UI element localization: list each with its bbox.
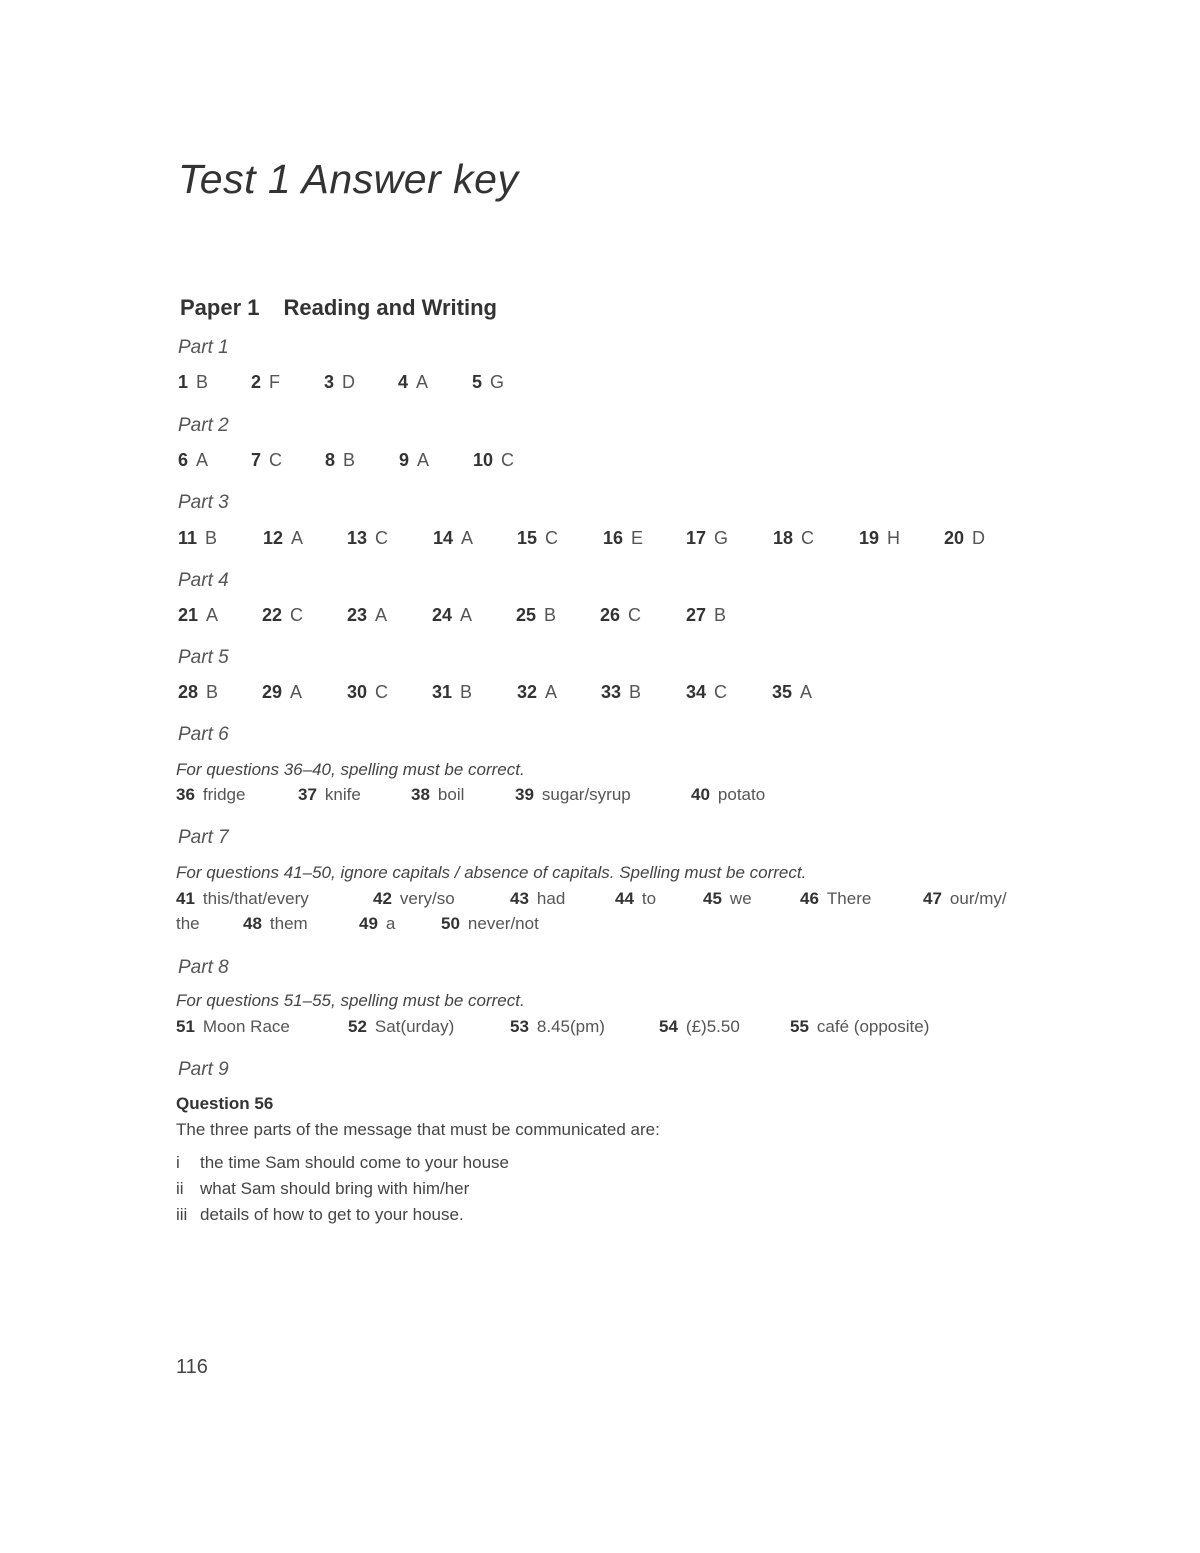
answer-item: 5 G bbox=[472, 372, 505, 392]
answer-item: 15 C bbox=[517, 528, 559, 548]
answer-item: 51 Moon Race bbox=[176, 1017, 290, 1036]
answer-item: 6 A bbox=[178, 450, 209, 470]
answer-item: 19 H bbox=[859, 528, 901, 548]
answer-item: 42 very/so bbox=[373, 889, 455, 908]
part-label: Part 6 bbox=[178, 724, 229, 745]
answer-item: 46 There bbox=[800, 889, 872, 908]
answer-item: 32 A bbox=[517, 682, 558, 702]
answer-item: 1 B bbox=[178, 372, 209, 392]
answer-item: 11 B bbox=[178, 528, 218, 548]
answer-item: 17 G bbox=[686, 528, 729, 548]
answer-item: 43 had bbox=[510, 889, 566, 908]
part-label: Part 2 bbox=[178, 415, 229, 436]
answer-item: 49 a bbox=[359, 914, 396, 933]
page-number: 116 bbox=[176, 1356, 208, 1378]
answer-item: 29 A bbox=[262, 682, 303, 702]
answer-item: 3 D bbox=[324, 372, 356, 392]
part-label: Part 7 bbox=[178, 827, 229, 848]
answer-item: 41 this/that/every bbox=[176, 889, 309, 908]
answer-item: 48 them bbox=[243, 914, 308, 933]
question-heading: Question 56 bbox=[176, 1094, 274, 1113]
part-label: Part 5 bbox=[178, 647, 229, 668]
answer-item: 40 potato bbox=[691, 785, 766, 804]
answer-item: 53 8.45(pm) bbox=[510, 1017, 605, 1036]
answer-item: 26 C bbox=[600, 605, 642, 625]
answer-item: 13 C bbox=[347, 528, 389, 548]
answer-item: 9 A bbox=[399, 450, 430, 470]
paper-heading bbox=[180, 295, 497, 321]
answer-item: 34 C bbox=[686, 682, 728, 702]
answer-item: 20 D bbox=[944, 528, 986, 548]
list-item: i the time Sam should come to your house bbox=[176, 1153, 509, 1172]
list-item: iii details of how to get to your house. bbox=[176, 1205, 464, 1224]
answer-item: 24 A bbox=[432, 605, 473, 625]
answer-item: 18 C bbox=[773, 528, 815, 548]
answer-item: 44 to bbox=[615, 889, 657, 908]
answer-item: 50 never/not bbox=[441, 914, 539, 933]
answer-item: 35 A bbox=[772, 682, 813, 702]
part-label: Part 8 bbox=[178, 957, 229, 978]
answer-item: 38 boil bbox=[411, 785, 465, 804]
answer-continuation: the bbox=[176, 914, 200, 933]
answer-item: 36 fridge bbox=[176, 785, 246, 804]
answer-item: 23 A bbox=[347, 605, 388, 625]
answer-item: 54 (£)5.50 bbox=[659, 1017, 740, 1036]
answer-item: 25 B bbox=[516, 605, 557, 625]
answer-item: 33 B bbox=[601, 682, 642, 702]
answer-item: 28 B bbox=[178, 682, 219, 702]
answer-item: 47 our/my/ bbox=[923, 889, 1007, 908]
answer-item: 7 C bbox=[251, 450, 283, 470]
answer-item: 14 A bbox=[433, 528, 474, 548]
part-note: For questions 41–50, ignore capitals / absence of capitals. Spelling must be correct. bbox=[176, 863, 807, 882]
answer-item: 52 Sat(urday) bbox=[348, 1017, 455, 1036]
answer-item: 39 sugar/syrup bbox=[515, 785, 631, 804]
answer-item: 45 we bbox=[703, 889, 752, 908]
answer-item: 12 A bbox=[263, 528, 304, 548]
answer-item: 8 B bbox=[325, 450, 356, 470]
answer-item: 37 knife bbox=[298, 785, 361, 804]
answer-item: 10 C bbox=[473, 450, 515, 470]
paper-name: Reading and Writing bbox=[283, 295, 497, 320]
answer-item: 22 C bbox=[262, 605, 304, 625]
part-label: Part 3 bbox=[178, 492, 229, 513]
answer-item: 30 C bbox=[347, 682, 389, 702]
list-item: ii what Sam should bring with him/her bbox=[176, 1179, 470, 1198]
answer-item: 31 B bbox=[432, 682, 473, 702]
answer-item: 2 F bbox=[251, 372, 281, 392]
answer-item: 55 café (opposite) bbox=[790, 1017, 930, 1036]
answer-item: 16 E bbox=[603, 528, 644, 548]
part-note: For questions 36–40, spelling must be correct. bbox=[176, 760, 525, 779]
part-note: For questions 51–55, spelling must be correct. bbox=[176, 991, 525, 1010]
answer-item: 27 B bbox=[686, 605, 727, 625]
part-label: Part 4 bbox=[178, 570, 229, 591]
paper-label: Paper 1 bbox=[180, 295, 260, 320]
question-intro: The three parts of the message that must be communicated are: bbox=[176, 1120, 660, 1139]
part-label: Part 9 bbox=[178, 1059, 229, 1080]
part-label: Part 1 bbox=[178, 337, 229, 358]
answer-item: 4 A bbox=[398, 372, 429, 392]
page-title: Test 1 Answer key bbox=[178, 156, 519, 202]
answer-item: 21 A bbox=[178, 605, 219, 625]
